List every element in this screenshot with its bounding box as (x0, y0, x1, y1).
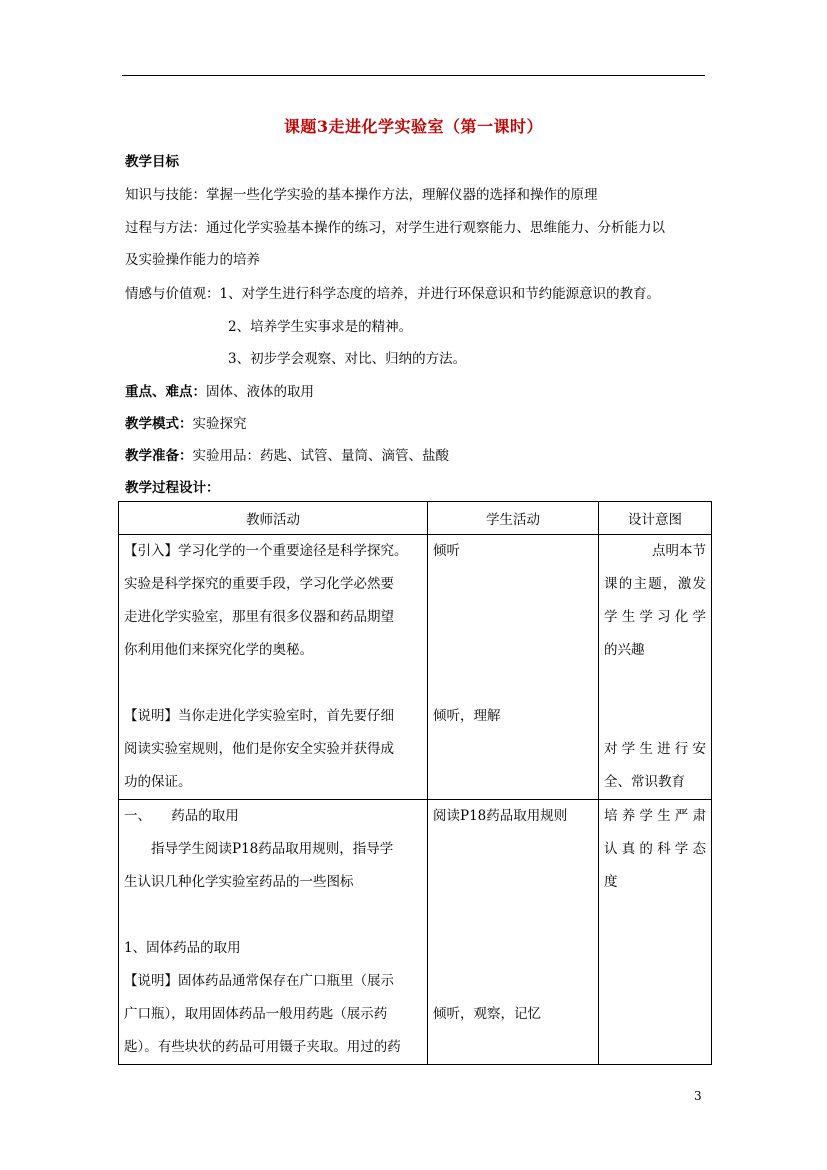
cell-line: 度 (604, 874, 618, 890)
intent-cell (599, 800, 712, 1065)
cell-gap (124, 899, 422, 932)
teacher-cell (119, 535, 428, 800)
cell-line: 全、常识教育 (604, 774, 685, 790)
cell-line: 培养学生严肃 (604, 808, 706, 824)
table-row (119, 800, 712, 1065)
process-heading: 教学过程设计： (125, 480, 220, 496)
teaching-prep-value: 实验用品：药匙、试管、量筒、滴管、盐酸 (192, 448, 449, 464)
cell-line: 走进化学实验室，那里有很多仪器和药品期望 (124, 609, 394, 625)
teaching-mode-value: 实验探究 (192, 416, 247, 432)
cell-line: 【说明】固体药品通常保存在广口瓶里（展示 (124, 973, 394, 989)
cell-gap (433, 965, 593, 998)
process-table (118, 501, 712, 1065)
student-cell (428, 800, 599, 1065)
key-points (125, 380, 314, 400)
cell-line: 生认识几种化学实验室药品的一些图标 (124, 874, 354, 890)
teaching-prep (125, 444, 449, 464)
goal-emotion-line3: 3、初步学会观察、对比、归纳的方法。 (228, 351, 467, 367)
goal-emotion-line1: 情感与价值观：1、对学生进行科学态度的培养，并进行环保意识和节约能源意识的教育。 (125, 286, 661, 302)
cell-line: 倾听，理解 (433, 708, 501, 724)
teaching-mode (125, 412, 247, 432)
cell-line: 功的保证。 (124, 774, 192, 790)
header-rule (122, 75, 705, 76)
cell-line: 点明本节 (652, 543, 706, 559)
cell-line: 的兴趣 (604, 642, 645, 658)
teacher-cell (119, 800, 428, 1065)
goal-emotion-line2: 2、培养学生实事求是的精神。 (228, 319, 413, 335)
intent-cell (599, 535, 712, 800)
cell-line: 【引入】学习化学的一个重要途径是科学探究。 (124, 543, 408, 559)
goal-process-line1: 过程与方法：通过化学实验基本操作的练习，对学生进行观察能力、思维能力、分析能力以 (125, 220, 665, 236)
cell-line: 倾听 (433, 543, 460, 559)
header-teacher: 教师活动 (119, 502, 428, 535)
cell-line: 【说明】当你走进化学实验室时，首先要仔细 (124, 708, 394, 724)
cell-gap (604, 700, 706, 733)
cell-gap (433, 568, 593, 601)
cell-line: 阅读实验室规则，他们是你安全实验并获得成 (124, 741, 394, 757)
cell-line: 实验是科学探究的重要手段，学习化学必然要 (124, 576, 394, 592)
cell-gap (433, 667, 593, 700)
cell-line: 匙）。有些块状的药品可用镊子夹取。用过的药 (124, 1039, 401, 1055)
header-intent: 设计意图 (599, 502, 712, 535)
cell-gap (433, 634, 593, 667)
cell-gap (604, 667, 706, 700)
cell-gap (433, 899, 593, 932)
page-number: 3 (694, 1089, 702, 1103)
table-header-row (119, 502, 712, 535)
cell-gap (433, 833, 593, 866)
goals-heading: 教学目标 (125, 154, 179, 170)
cell-gap (433, 932, 593, 965)
cell-line: 指导学生阅读P18药品取用规则，指导学 (151, 841, 394, 857)
cell-gap (433, 601, 593, 634)
cell-line: 一、 药品的取用 (124, 808, 239, 824)
cell-line: 课的主题，激发 (604, 576, 706, 592)
cell-line: 1、固体药品的取用 (124, 940, 241, 956)
teaching-prep-label: 教学准备： (125, 448, 193, 464)
cell-line: 学生学习化学 (604, 609, 706, 625)
key-points-value: 固体、液体的取用 (206, 384, 314, 400)
cell-line: 对学生进行安 (604, 741, 706, 757)
header-student: 学生活动 (428, 502, 599, 535)
goal-process-line2: 及实验操作能力的培养 (125, 252, 260, 268)
cell-gap (124, 667, 422, 700)
cell-line: 认真的科学态 (604, 841, 706, 857)
table-row (119, 535, 712, 800)
cell-line: 你利用他们来探究化学的奥秘。 (124, 642, 313, 658)
cell-line: 阅读P18药品取用规则 (433, 808, 568, 824)
page-title: 课题3走进化学实验室（第一课时） (283, 117, 544, 136)
key-points-label: 重点、难点： (125, 384, 206, 400)
cell-line: 倾听，观察，记忆 (433, 1006, 541, 1022)
student-cell (428, 535, 599, 800)
goal-knowledge: 知识与技能：掌握一些化学实验的基本操作方法，理解仪器的选择和操作的原理 (125, 187, 598, 203)
cell-line: 广口瓶），取用固体药品一般用药匙（展示药 (124, 1006, 388, 1022)
teaching-mode-label: 教学模式： (125, 416, 193, 432)
cell-gap (433, 866, 593, 899)
